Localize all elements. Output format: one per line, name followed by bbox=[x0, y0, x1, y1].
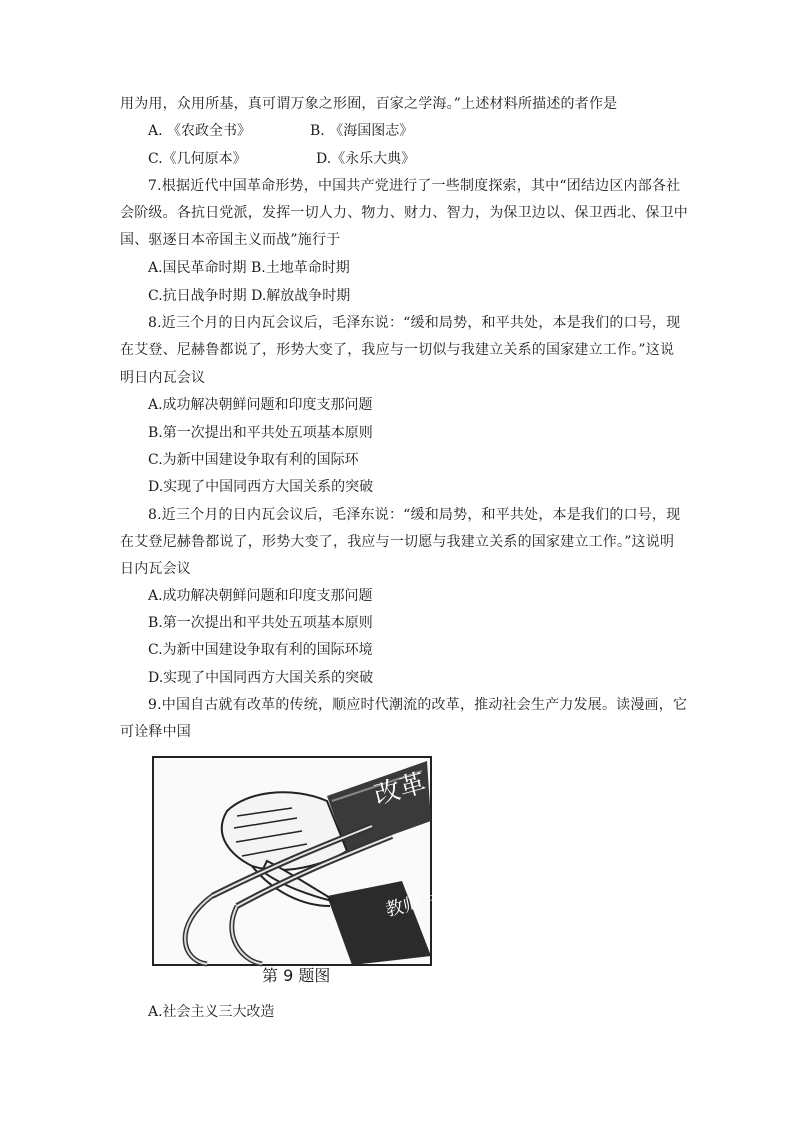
cartoon-label-bottom: 教师 书为 bbox=[383, 884, 465, 921]
q8a-stem-line2: 在艾登、尼赫鲁都说了，形势大变了，我应与一切似与我建立关系的国家建立工作。”这说 bbox=[120, 342, 675, 358]
q8b-option-b: B.第一次提出和平共处五项基本原则 bbox=[148, 615, 373, 631]
q9-stem-line2: 可诠释中国 bbox=[120, 724, 191, 740]
q7-options-cd: C.抗日战争时期 D.解放战争时期 bbox=[148, 288, 351, 304]
q8a-option-a: A.成功解决朝鲜问题和印度支那问题 bbox=[148, 397, 373, 413]
cartoon-illustration bbox=[152, 756, 465, 966]
cartoon-label-reform: 改革 bbox=[371, 768, 430, 811]
q7-stem-line3: 国、驱逐日本帝国主义而战”施行于 bbox=[120, 232, 341, 248]
q8a-option-b: B.第一次提出和平共处五项基本原则 bbox=[148, 425, 373, 441]
q6-option-d: D.《永乐大典》 bbox=[316, 151, 416, 167]
q8b-stem-line3: 日内瓦会议 bbox=[120, 561, 191, 577]
q9-figure-caption: 第 9 题图 bbox=[262, 966, 331, 985]
q7-stem-line2: 会阶级。各抗日党派，发挥一切人力、物力、财力、智力，为保卫边以、保卫西北、保卫中 bbox=[120, 205, 688, 221]
q6-option-c: C.《几何原本》 bbox=[148, 151, 247, 167]
q7-stem-line1: 7.根据近代中国革命形势，中国共产党进行了一些制度探索，其中“团结边区内部各社 bbox=[148, 178, 681, 194]
q6-text: 用为用，众用所基，真可谓万象之形囿，百家之学海。”上述材料所描述的者作是 bbox=[120, 96, 618, 112]
q8a-stem-line3: 明日内瓦会议 bbox=[120, 370, 206, 386]
q8b-option-c: C.为新中国建设争取有利的国际环境 bbox=[148, 642, 373, 658]
q9-option-a: A.社会主义三大改造 bbox=[148, 1004, 275, 1020]
q8b-stem-line2: 在艾登尼赫鲁都说了，形势大变了，我应与一切愿与我建立关系的国家建立工作。”这说明 bbox=[120, 534, 675, 550]
q6-option-a: A. 《农政全书》 bbox=[148, 123, 252, 139]
q8b-option-a: A.成功解决朝鲜问题和印度支那问题 bbox=[148, 588, 373, 604]
q9-cartoon-figure bbox=[152, 756, 465, 988]
q6-option-b: B. 《海国图志》 bbox=[310, 123, 414, 139]
q8b-stem-line1: 8.近三个月的日内瓦会议后，毛泽东说：“缓和局势，和平共处，本是我们的口号，现 bbox=[148, 507, 681, 523]
q9-stem-line1: 9.中国自古就有改革的传统，顺应时代潮流的改革，推动社会生产力发展。读漫画，它 bbox=[148, 697, 688, 713]
q7-options-ab: A.国民革命时期 B.土地革命时期 bbox=[148, 260, 350, 276]
q8a-option-c: C.为新中国建设争取有利的国际环 bbox=[148, 452, 359, 468]
q8a-stem-line1: 8.近三个月的日内瓦会议后，毛泽东说：“缓和局势，和平共处，本是我们的口号，现 bbox=[148, 315, 681, 331]
q8a-option-d: D.实现了中国同西方大国关系的突破 bbox=[148, 479, 374, 495]
q8b-option-d: D.实现了中国同西方大国关系的突破 bbox=[148, 670, 374, 686]
